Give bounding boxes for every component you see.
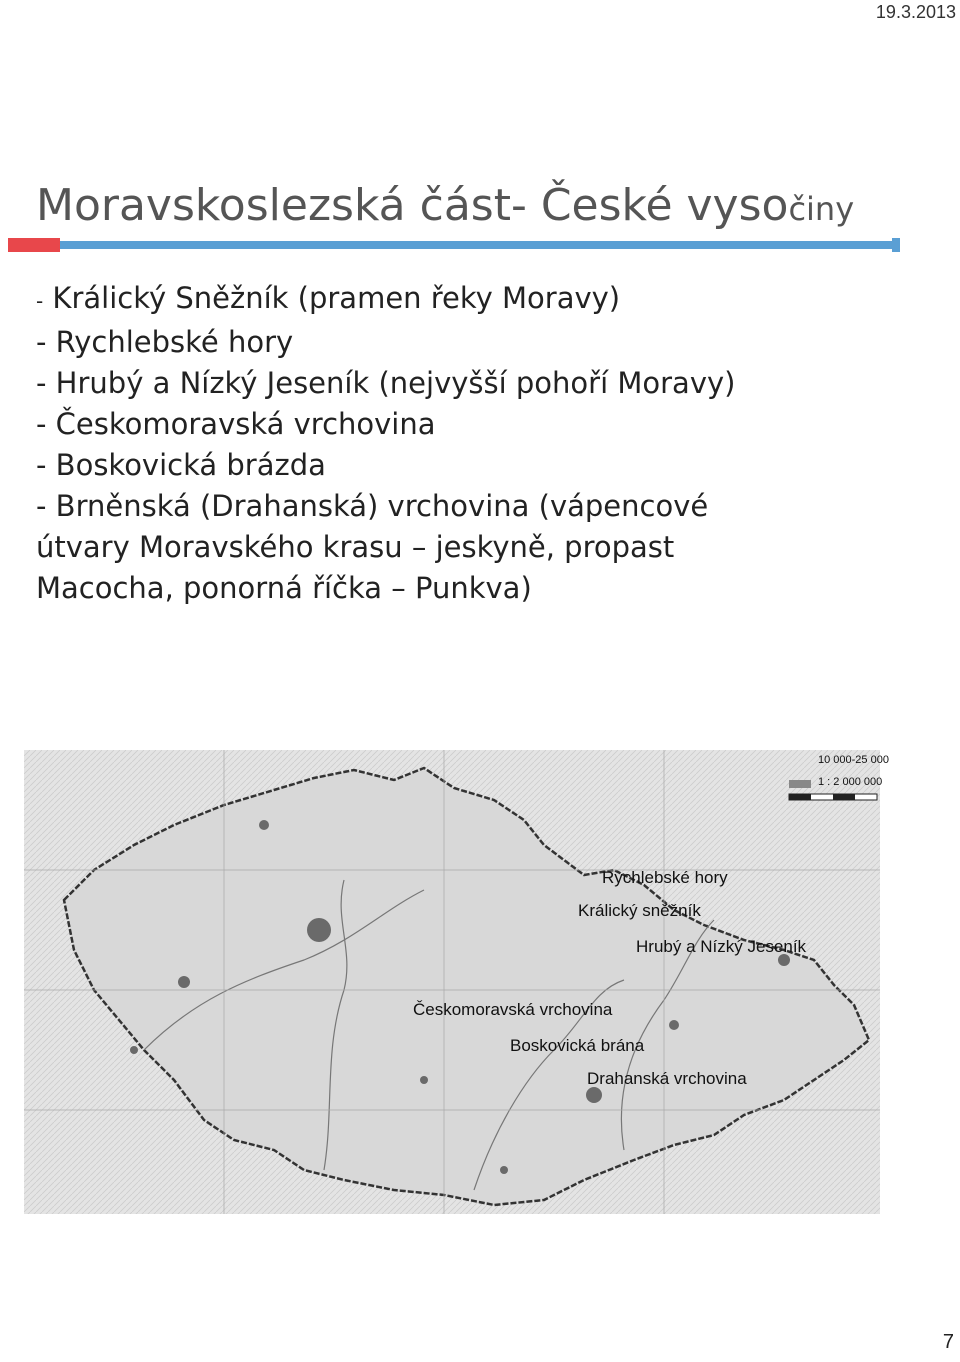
bullet-line: - Českomoravská vrchovina	[36, 407, 436, 441]
title-underline-accent	[8, 238, 60, 252]
map-label-kralicky-sneznik: Králický sněžník	[578, 901, 701, 920]
map-label-drahanska-vrchovina: Drahanská vrchovina	[587, 1069, 747, 1088]
city-marker	[420, 1076, 428, 1084]
city-marker	[307, 918, 331, 942]
slide-date: 19.3.2013	[875, 2, 956, 22]
legend-box	[789, 780, 811, 788]
map-label-ceskomoravska-vrchovina: Českomoravská vrchovina	[413, 1000, 613, 1019]
page-number: 7	[942, 1331, 954, 1353]
bullet-line: - Brněnská (Drahanská) vrchovina (vápencové	[36, 489, 709, 523]
bullet-line: - Boskovická brázda	[36, 448, 326, 482]
slide-title-main: Moravskoslezská část- České vyso	[36, 180, 789, 231]
relief-map	[24, 750, 889, 1214]
title-underline-cap	[892, 238, 900, 252]
title-underline-bar	[60, 241, 900, 249]
map-label-hruby-nizky-jesenik: Hrubý a Nízký Jeseník	[636, 937, 807, 956]
map-legend-population: 10 000-25 000	[818, 754, 889, 766]
bullet-line: - Hrubý a Nízký Jeseník (nejvyšší pohoří Moravy)	[36, 366, 736, 400]
city-marker	[500, 1166, 508, 1174]
bullet-line: Macocha, ponorná říčka – Punkva)	[36, 571, 532, 605]
map-legend-scale: 1 : 2 000 000	[818, 776, 883, 788]
city-marker	[586, 1087, 602, 1103]
scale-bar	[789, 794, 877, 800]
city-marker	[178, 976, 190, 988]
bullet-line: útvary Moravského krasu – jeskyně, propast	[36, 530, 675, 564]
city-marker	[130, 1046, 138, 1054]
bullet-line: - Králický Sněžník (pramen řeky Moravy)	[36, 281, 621, 315]
city-marker	[259, 820, 269, 830]
map-label-rychlebske-hory: Rychlebské hory	[602, 868, 728, 887]
map-label-boskovicka-brana: Boskovická brána	[510, 1036, 645, 1055]
bullet-list	[36, 278, 936, 609]
bullet-line: - Rychlebské hory	[36, 325, 294, 359]
relief-map-graphic	[24, 750, 883, 1214]
city-marker	[669, 1020, 679, 1030]
slide-title	[36, 180, 854, 231]
slide-title-tail: činy	[788, 190, 855, 228]
title-underline	[8, 238, 900, 252]
